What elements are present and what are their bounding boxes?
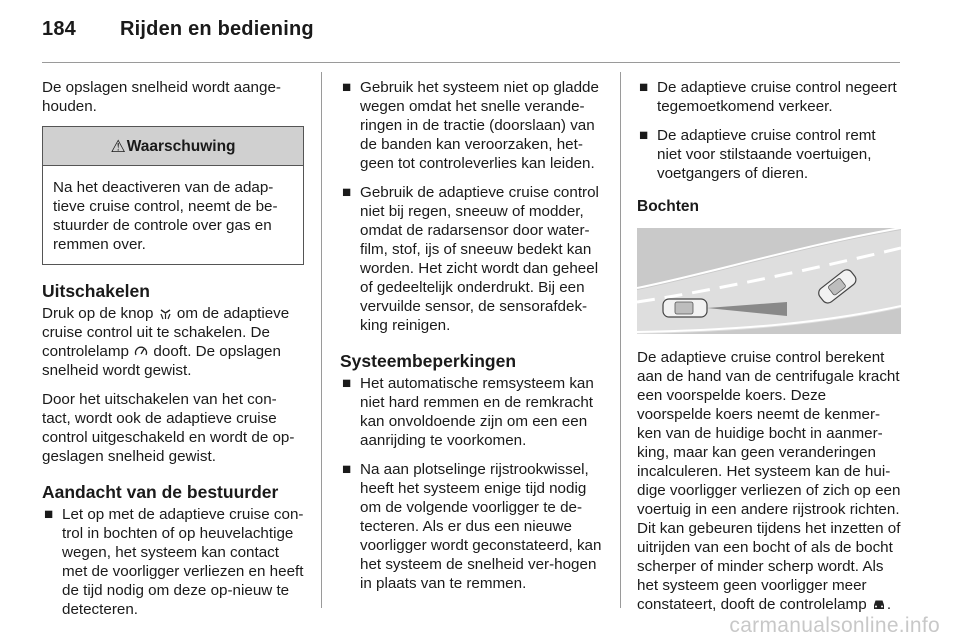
list-item: ■ Let op met de adaptieve cruise con-trol in bochten of op heuvelachtige wegen, het systeem kan contact met de voorligger verliezen en heeft de tijd nodig om deze op-nieuw te detecteren. (44, 506, 304, 618)
footer-watermark: carmanualsonline.info (729, 614, 940, 637)
warning-body: Na het deactiveren van de adap-tieve cruise control, neemt de be-stuurder de controle over gas en remmen over. (53, 179, 278, 253)
list-item: ■ Gebruik het systeem niet op gladde wegen omdat het snelle verande-ringen in de tractie (doorslaan) van de banden kan veroorzaken, het-geen tot controleverlies kan leiden. (342, 79, 599, 172)
heading-systeembeperkingen: Systeembeperkingen (340, 351, 517, 371)
column-divider (620, 72, 621, 608)
page-number: 184 (42, 18, 76, 40)
bullet-icon: ■ (639, 127, 649, 144)
bullet-icon: ■ (44, 506, 54, 523)
warning-triangle-icon: ⚠ (110, 136, 126, 156)
page-title: Rijden en bediening (120, 18, 314, 40)
heading-uitschakelen: Uitschakelen (42, 281, 150, 301)
heading-aandacht: Aandacht van de bestuurder (42, 482, 279, 502)
warning-box (42, 126, 304, 265)
bochten-paragraph: De adaptieve cruise control berekent aan de hand van de centrifugale kracht een voorspelde koers. Deze voorspelde koers neemt de kenmer-ken van de huidige bocht in aanmer-king, maar kan geen veranderingen incalculeren. Het systeem kan de hui-dige voorligger verliezen of zich op een voertuig in een andere rijstrook richten. Dit kan gebeuren tijdens het inzetten of uitrijden van een bocht of als de bocht scherper of minder scherp wordt. Als het systeem geen voorligger meer constateert, dooft de controlelamp . (637, 349, 901, 613)
column-3 (637, 78, 903, 624)
bullet-icon: ■ (342, 184, 352, 201)
column-2 (340, 78, 604, 603)
list-item: ■ De adaptieve cruise control remt niet voor stilstaande voertuigen, voetgangers of dieren. (639, 127, 876, 182)
page-header (42, 18, 314, 41)
curve-road-illustration (637, 228, 901, 334)
intro-text: De opslagen snelheid wordt aange-houden. (42, 79, 281, 115)
bullet-icon: ■ (342, 79, 352, 96)
own-car (663, 299, 707, 317)
list-item: ■ De adaptieve cruise control negeert tegemoetkomend verkeer. (639, 79, 897, 115)
column-1 (42, 78, 304, 629)
column-divider (321, 72, 322, 608)
vehicle-ahead-icon (872, 599, 886, 611)
heading-bochten: Bochten (637, 198, 699, 215)
header-rule (42, 62, 900, 63)
list-item: ■ Na aan plotselinge rijstrookwissel, heeft het systeem enige tijd nodig om de volgende voorligger te de-tecteren. Als er dus een nieuwe voorligger wordt geconstateerd, kan het systeem de snelheid ver-hogen in plaats van te remmen. (342, 461, 602, 592)
bullet-icon: ■ (639, 79, 649, 96)
list-item: ■ Gebruik de adaptieve cruise control niet bij regen, sneeuw of modder, omdat de radarsensor door water-film, stof, ijs of sneeuw bedekt kan worden. Het zicht wordt dan geheel of gedeeltelijk onderdrukt. Bij een vervuilde sensor, de sensorafdek-king reinigen. (342, 184, 599, 334)
uitschakelen-paragraph-2: Door het uitschakelen van het con-tact, wordt ook de adaptieve cruise control uitgeschakeld en wordt de op-geslagen snelheid gewist. (42, 391, 295, 465)
list-item: ■ Het automatische remsysteem kan niet hard remmen en de remkracht kan onvoldoende zijn om een een aanrijding te voorkomen. (342, 375, 594, 449)
bullet-icon: ■ (342, 375, 352, 392)
bullet-icon: ■ (342, 461, 352, 478)
warning-title: ⚠ Waarschuwing (43, 127, 303, 166)
cruise-indicator-icon (134, 345, 148, 358)
uitschakelen-paragraph: Druk op de knop om de adaptieve cruise control uit te schakelen. De controlelamp dooft. De opslagen snelheid wordt gewist. (42, 305, 290, 379)
cruise-cancel-button-icon (159, 307, 172, 320)
